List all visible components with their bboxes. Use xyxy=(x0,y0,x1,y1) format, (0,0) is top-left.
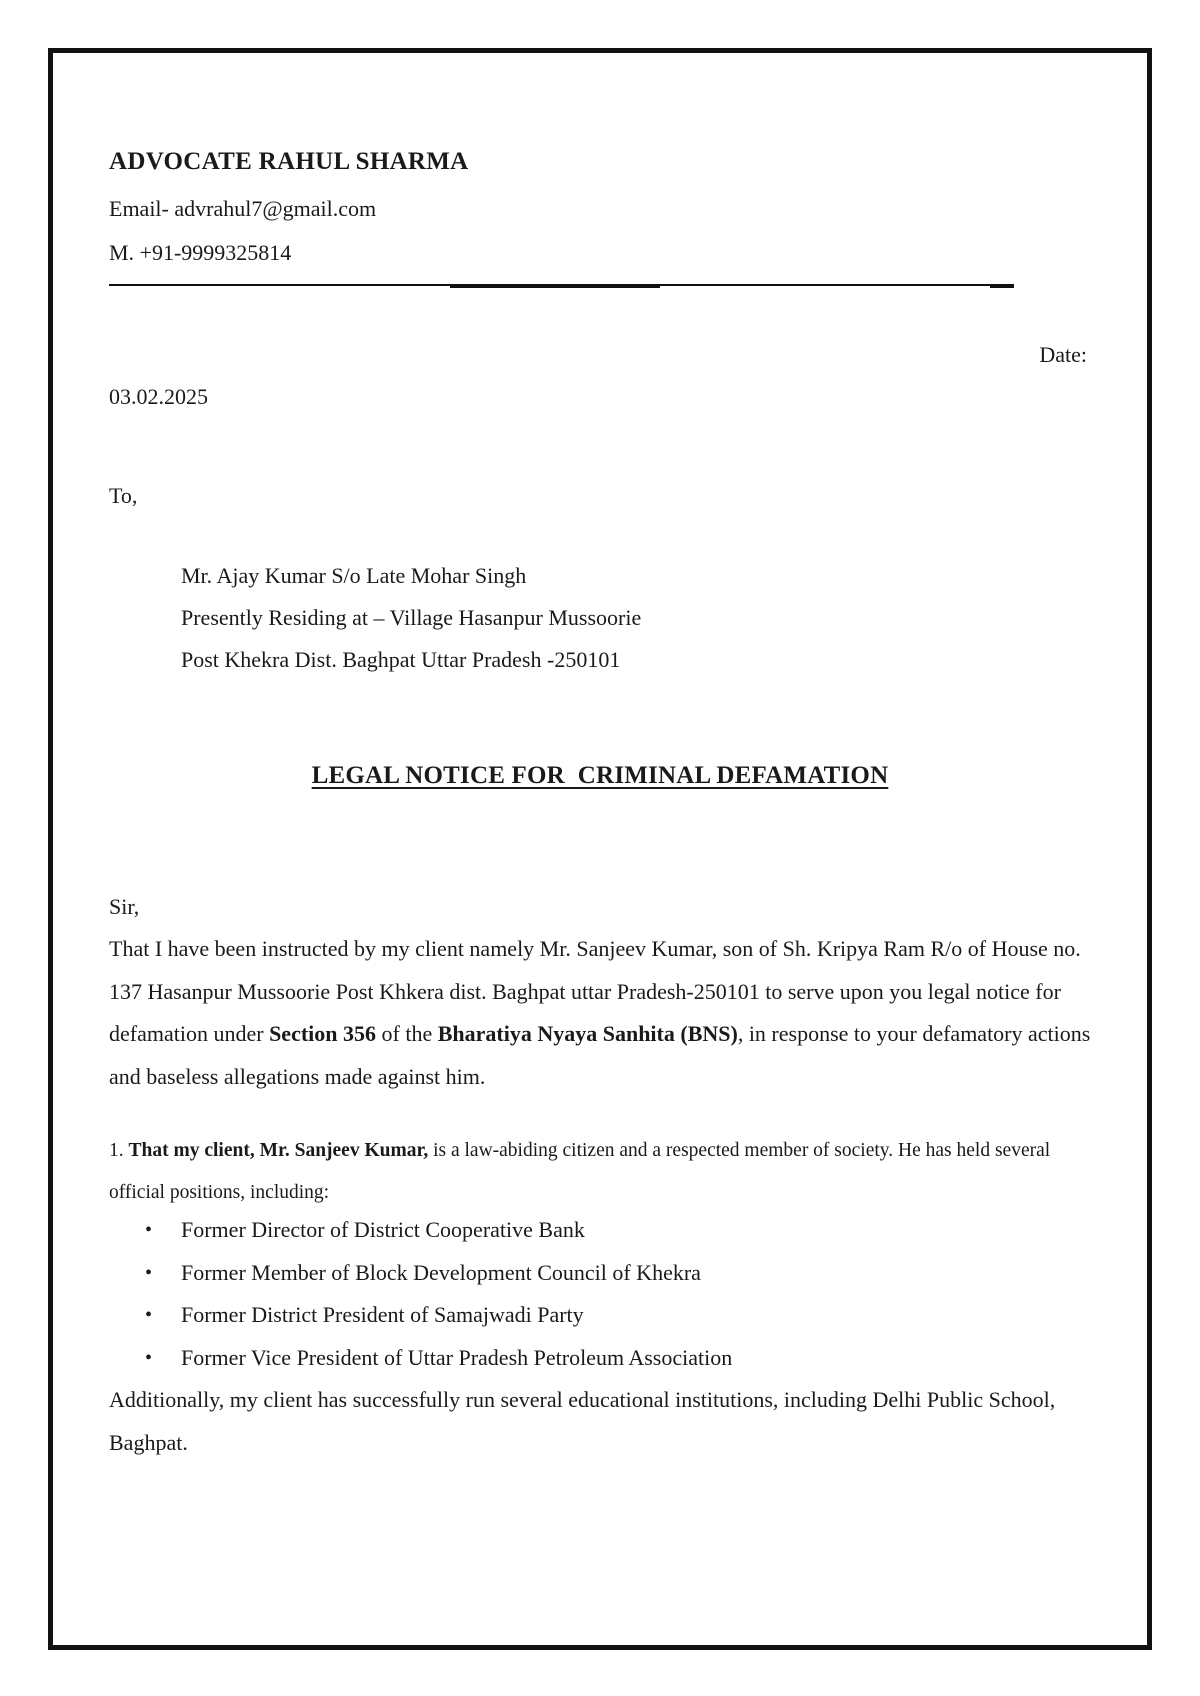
positions-list xyxy=(109,1209,1099,1379)
bullet-icon: • xyxy=(145,1261,153,1284)
section-reference: Section 356 xyxy=(269,1021,377,1046)
date-label: Date: xyxy=(1039,342,1087,367)
advocate-name: ADVOCATE RAHUL SHARMA xyxy=(109,148,469,175)
point-number: 1. xyxy=(109,1140,129,1161)
list-item xyxy=(109,1209,1099,1252)
list-item xyxy=(109,1252,1099,1295)
bullet-icon: • xyxy=(145,1219,153,1241)
recipient-address-line: Presently Residing at – Village Hasanpur Mussoorie xyxy=(181,605,642,630)
bullet-icon: • xyxy=(145,1346,153,1369)
point-1-paragraph xyxy=(109,1130,1099,1214)
intro-text: That I have been instructed by my client namely Mr. Sanjeev Kumar, son of Sh. Kripya Ram R/o of House no. 137 Hasanpur Mussoorie Post Khkera dist. Baghpat uttar Pradesh-250101 to serve upon you legal notice for defamation under xyxy=(109,936,1081,1046)
intro-text: of the xyxy=(376,1021,438,1046)
list-item-text: Former Director of District Cooperative Bank xyxy=(181,1217,585,1242)
notice-subject: LEGAL NOTICE FOR CRIMINAL DEFAMATION xyxy=(311,762,889,789)
list-item-text: Former Member of Block Development Council of Khekra xyxy=(181,1259,701,1285)
header-divider-thick-segment xyxy=(450,284,660,288)
advocate-mobile: M. +91-9999325814 xyxy=(109,240,292,265)
point-1-bold: That my client, Mr. Sanjeev Kumar, xyxy=(128,1140,429,1161)
point-1-text: is a law-abiding citizen and a respected member of society. He has held several official positions, including: xyxy=(109,1140,1051,1203)
list-item xyxy=(109,1294,1099,1337)
date-value: 03.02.2025 xyxy=(109,384,208,409)
act-reference: Bharatiya Nyaya Sanhita (BNS) xyxy=(437,1021,738,1046)
recipient-address-line: Mr. Ajay Kumar S/o Late Mohar Singh xyxy=(181,563,527,588)
list-item-text: Former Vice President of Uttar Pradesh Petroleum Association xyxy=(181,1344,733,1370)
recipient-address xyxy=(181,555,641,681)
header-divider-end-segment xyxy=(990,285,1014,288)
intro-paragraph xyxy=(109,928,1099,1098)
recipient-to: To, xyxy=(109,483,138,508)
intro-text: , in response to your defamatory actions and baseless allegations made against him. xyxy=(109,1021,1091,1089)
bullet-icon: • xyxy=(145,1304,153,1326)
advocate-email: Email- advrahul7@gmail.com xyxy=(109,196,377,221)
salutation: Sir, xyxy=(109,894,140,919)
list-item xyxy=(109,1337,1099,1380)
closing-paragraph: Additionally, my client has successfully run several educational institutions, including Delhi Public School, Baghpat. xyxy=(109,1387,1056,1455)
list-item-text: Former District President of Samajwadi Party xyxy=(181,1302,584,1327)
recipient-address-line: Post Khekra Dist. Baghpat Uttar Pradesh -250101 xyxy=(181,647,621,672)
